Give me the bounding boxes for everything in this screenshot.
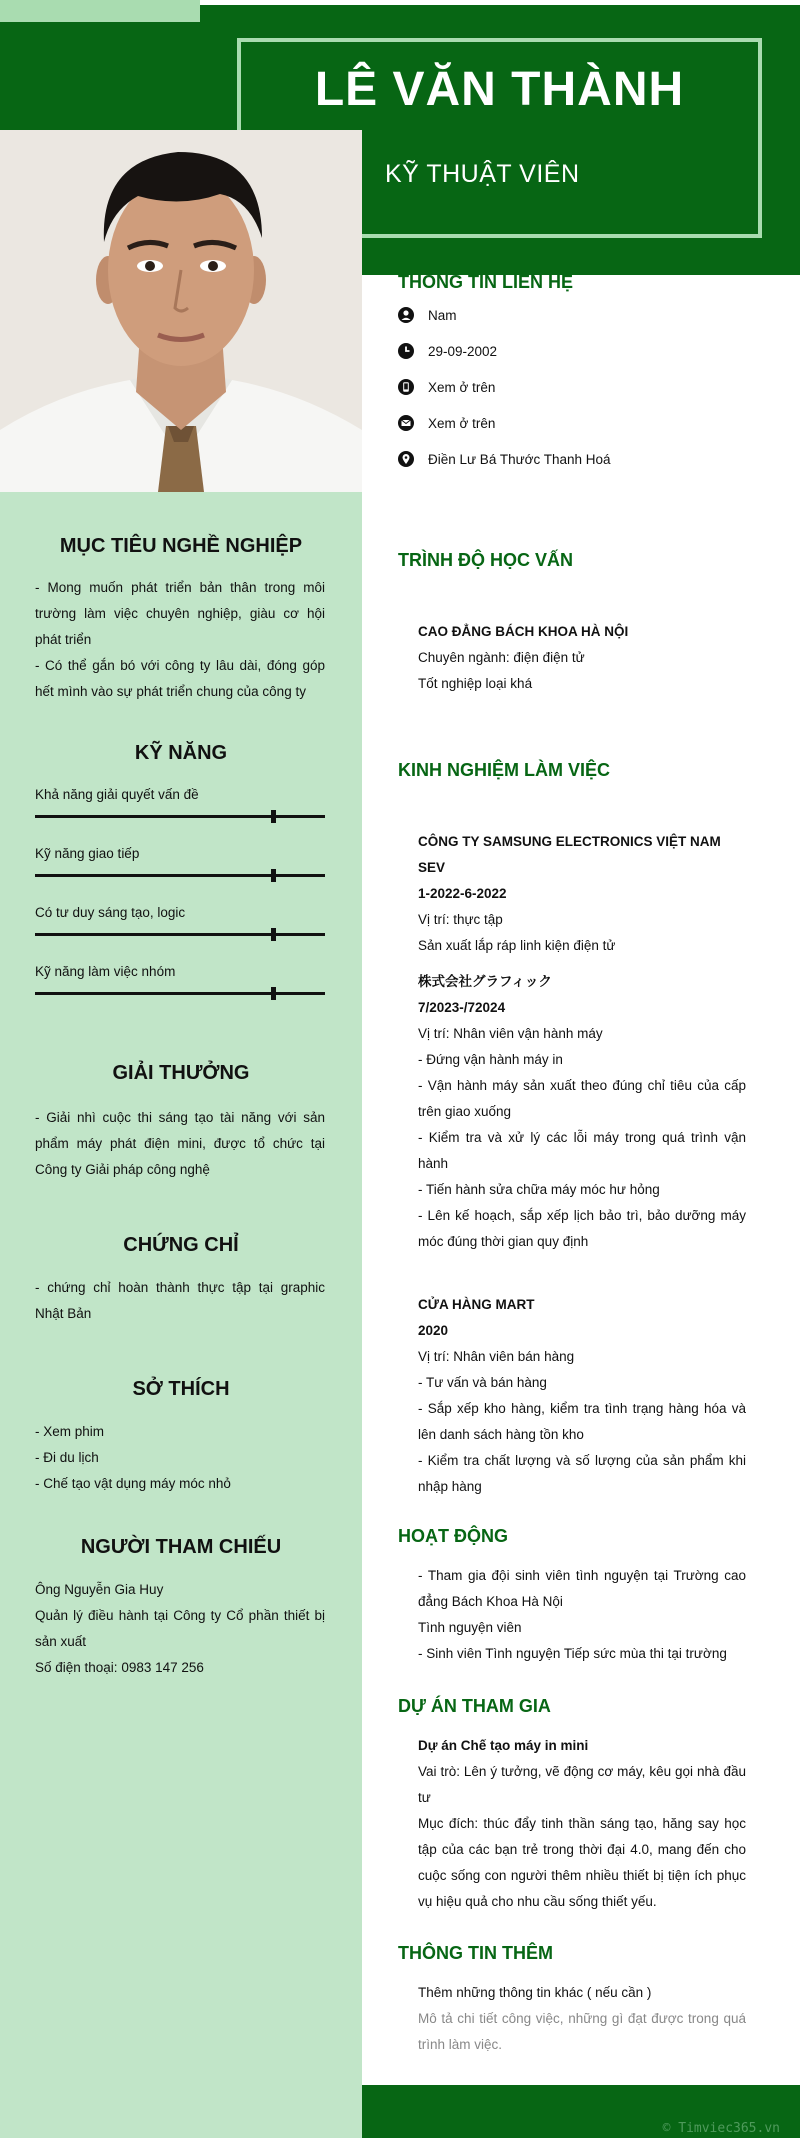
- extra-line-2: Mô tả chi tiết công việc, những gì đạt được trong quá trình làm việc.: [418, 2011, 746, 2052]
- job-period: 7/2023-/72024: [418, 1000, 506, 1015]
- projects-block: [418, 1733, 746, 1915]
- job-company: 株式会社グラフィック: [418, 974, 552, 989]
- references-heading: NGƯỜI THAM CHIẾU: [80, 1536, 282, 1558]
- education-block: [418, 619, 746, 697]
- contact-birthday-text: 29-09-2002: [428, 343, 498, 359]
- activities-heading: HOẠT ĐỘNG: [398, 1526, 508, 1546]
- education-school: CAO ĐẲNG BÁCH KHOA HÀ NỘI: [418, 624, 629, 639]
- job-line: Sản xuất lắp ráp linh kiện điện tử: [418, 938, 616, 953]
- job-line: - Vận hành máy sản xuất theo đúng chỉ tiêu của cấp trên giao xuống: [418, 1078, 746, 1119]
- contact-email-text: Xem ở trên: [428, 415, 496, 431]
- experience-job-2: [418, 969, 746, 1255]
- job-line: - Tư vấn và bán hàng: [418, 1375, 547, 1390]
- job-line: - Lên kế hoạch, sắp xếp lịch bảo trì, bảo dưỡng máy móc đúng thời gian quy định: [418, 1208, 746, 1249]
- reference-name: Ông Nguyễn Gia Huy: [35, 1582, 164, 1597]
- skill-bar-3: [35, 933, 325, 936]
- reference-phone: Số điện thoại: 0983 147 256: [35, 1660, 204, 1675]
- candidate-name: LÊ VĂN THÀNH: [314, 63, 685, 116]
- job-line: - Tiến hành sửa chữa máy móc hư hỏng: [418, 1182, 660, 1197]
- job-line: Vị trí: Nhân viên vận hành máy: [418, 1026, 603, 1041]
- awards-heading: GIẢI THƯỞNG: [112, 1062, 250, 1084]
- contact-address: [398, 449, 611, 469]
- objective-line-1: - Mong muốn phát triển bản thân trong môi trường làm việc chuyên nghiệp, giàu cơ hội phát triển: [35, 580, 325, 647]
- project-purpose: Mục đích: thúc đẩy tinh thần sáng tạo, hăng say học tập của các bạn trẻ trong thời đại 4.0, mang đến cho cuộc sống con người thêm nhiều thiết bị tiện ích phục vụ hiệu quả cho nhu cầu sống thiết yếu.: [418, 1816, 746, 1909]
- contact-phone-text: Xem ở trên: [428, 379, 496, 395]
- hobby-item-2: - Đi du lịch: [35, 1450, 99, 1465]
- contact-heading: THÔNG TIN LIÊN HỆ: [398, 272, 573, 292]
- footer-watermark: © Timviec365.vn: [662, 2121, 780, 2136]
- header-accent-strip: [0, 0, 200, 22]
- education-heading: TRÌNH ĐỘ HỌC VẤN: [398, 550, 573, 570]
- skill-knob-1: [271, 810, 276, 823]
- contact-gender: [398, 305, 457, 325]
- clock-icon: [398, 343, 414, 359]
- email-icon: [398, 415, 414, 431]
- phone-icon: [398, 379, 414, 395]
- extra-line-1: Thêm những thông tin khác ( nếu cần ): [418, 1985, 652, 2000]
- hobby-item-1: - Xem phim: [35, 1424, 105, 1439]
- skill-label-4: Kỹ năng làm việc nhóm: [35, 964, 176, 979]
- project-role: Vai trò: Lên ý tưởng, vẽ động cơ máy, kêu gọi nhà đầu tư: [418, 1764, 746, 1805]
- contact-address-text: Điền Lư Bá Thước Thanh Hoá: [428, 451, 611, 467]
- job-line: - Kiểm tra và xử lý các lỗi máy trong quá trình vận hành: [418, 1130, 746, 1171]
- location-icon: [398, 451, 414, 467]
- experience-heading: KINH NGHIỆM LÀM VIỆC: [398, 760, 611, 780]
- skill-label-2: Kỹ năng giao tiếp: [35, 846, 140, 861]
- experience-job-3: [418, 1292, 746, 1500]
- skill-knob-4: [271, 987, 276, 1000]
- job-company: CỬA HÀNG MART: [418, 1297, 535, 1312]
- skill-label-1: Khả năng giải quyết vấn đề: [35, 787, 199, 802]
- job-company: CÔNG TY SAMSUNG ELECTRONICS VIỆT NAM SEV: [418, 834, 721, 875]
- reference-position: Quản lý điều hành tại Công ty Cổ phần thiết bị sản xuất: [35, 1608, 325, 1649]
- skill-bar-4: [35, 992, 325, 995]
- job-line: - Đứng vận hành máy in: [418, 1052, 563, 1067]
- hobbies-heading: SỞ THÍCH: [132, 1378, 230, 1400]
- job-line: Vị trí: Nhân viên bán hàng: [418, 1349, 575, 1364]
- projects-heading: DỰ ÁN THAM GIA: [398, 1696, 551, 1716]
- activities-block: [418, 1563, 746, 1667]
- education-major: Chuyên ngành: điện điện tử: [418, 650, 585, 665]
- job-title: KỸ THUẬT VIÊN: [385, 160, 580, 188]
- job-line: Vị trí: thực tập: [418, 912, 503, 927]
- hobby-item-3: - Chế tạo vật dụng máy móc nhỏ: [35, 1476, 231, 1491]
- activity-line: Tình nguyện viên: [418, 1620, 522, 1635]
- job-line: - Kiểm tra chất lượng và số lượng của sản phẩm khi nhập hàng: [418, 1453, 746, 1494]
- extra-heading: THÔNG TIN THÊM: [398, 1943, 553, 1963]
- profile-photo: [0, 130, 362, 492]
- job-period: 2020: [418, 1323, 449, 1338]
- activity-line: - Sinh viên Tình nguyện Tiếp sức mùa thi tại trường: [418, 1646, 727, 1661]
- extra-block: [418, 1980, 746, 2058]
- person-icon: [398, 307, 414, 323]
- job-line: - Sắp xếp kho hàng, kiểm tra tình trạng hàng hóa và lên danh sách hàng tồn kho: [418, 1401, 746, 1442]
- contact-phone: [398, 377, 496, 397]
- certificates-text: - chứng chỉ hoàn thành thực tập tại graphic Nhật Bản: [35, 1280, 325, 1321]
- objective-line-2: - Có thể gắn bó với công ty lâu dài, đóng góp hết mình vào sự phát triển chung của công ty: [35, 658, 325, 699]
- job-period: 1-2022-6-2022: [418, 886, 507, 901]
- project-name: Dự án Chế tạo máy in mini: [418, 1738, 589, 1753]
- skill-knob-2: [271, 869, 276, 882]
- activity-line: - Tham gia đội sinh viên tình nguyện tại Trường cao đẳng Bách Khoa Hà Nội: [418, 1568, 746, 1609]
- contact-gender-text: Nam: [428, 307, 457, 323]
- objective-heading: MỤC TIÊU NGHỀ NGHIỆP: [59, 535, 303, 557]
- skill-bar-2: [35, 874, 325, 877]
- skill-bar-1: [35, 815, 325, 818]
- skill-label-3: Có tư duy sáng tạo, logic: [35, 905, 186, 920]
- experience-job-1: [418, 829, 746, 959]
- contact-email: [398, 413, 496, 433]
- awards-text: - Giải nhì cuộc thi sáng tạo tài năng với sản phẩm máy phát điện mini, được tổ chức tại Công ty Giải pháp công nghệ: [35, 1110, 325, 1177]
- skills-heading: KỸ NĂNG: [134, 742, 228, 764]
- contact-birthday: [398, 341, 498, 361]
- education-result: Tốt nghiệp loại khá: [418, 676, 533, 691]
- certificates-heading: CHỨNG CHỈ: [123, 1234, 239, 1256]
- skill-knob-3: [271, 928, 276, 941]
